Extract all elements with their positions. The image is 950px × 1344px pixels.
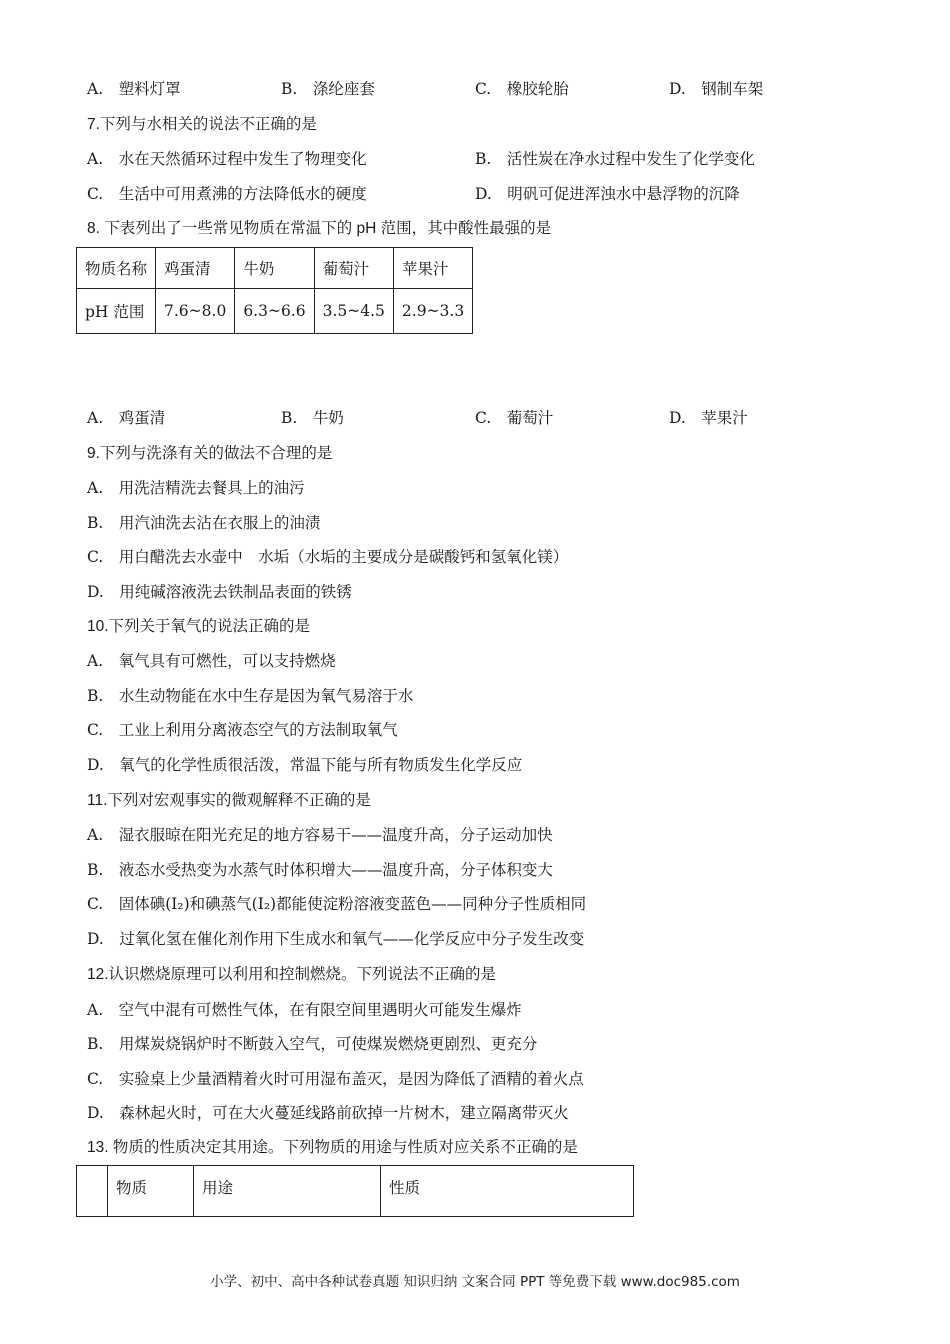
ph-table-cell: 葡萄汁 xyxy=(314,248,393,289)
q11-option-a: A. 湿衣服晾在阳光充足的地方容易干——温度升高，分子运动加快 xyxy=(87,826,553,844)
q12-option-d: D. 森林起火时，可在大火蔓延线路前砍掉一片树木，建立隔离带灭火 xyxy=(87,1104,569,1122)
q10-stem: 10.下列关于氧气的说法正确的是 xyxy=(87,618,311,635)
q9-option-b: B. 用汽油洗去沾在衣服上的油渍 xyxy=(87,514,321,532)
ph-table-cell: 6.3~6.6 xyxy=(235,289,314,334)
q6-option-d: D. 钢制车架 xyxy=(669,80,764,98)
q8-option-d: D. 苹果汁 xyxy=(669,409,748,427)
q6-option-c: C. 橡胶轮胎 xyxy=(475,80,569,98)
ph-table-cell: 苹果汁 xyxy=(393,248,472,289)
q9-option-d: D. 用纯碱溶液洗去铁制品表面的铁锈 xyxy=(87,583,352,601)
q12-option-a: A. 空气中混有可燃性气体，在有限空间里遇明火可能发生爆炸 xyxy=(87,1001,522,1019)
q6-option-b: B. 涤纶座套 xyxy=(281,80,375,98)
q10-option-b: B. 水生动物能在水中生存是因为氧气易溶于水 xyxy=(87,687,414,705)
q11-option-c: C. 固体碘(I₂)和碘蒸气(I₂)都能使淀粉溶液变蓝色——同种分子性质相同 xyxy=(87,895,587,913)
q13-table-header-row xyxy=(77,1166,634,1217)
ph-table-value-row xyxy=(77,289,473,334)
q10-option-a: A. 氧气具有可燃性，可以支持燃烧 xyxy=(87,652,336,670)
q7-stem: 7.下列与水相关的说法不正确的是 xyxy=(87,116,317,133)
q10-option-d: D. 氧气的化学性质很活泼，常温下能与所有物质发生化学反应 xyxy=(87,756,523,774)
q7-option-a: A. 水在天然循环过程中发生了物理变化 xyxy=(87,150,367,168)
q8-option-b: B. 牛奶 xyxy=(281,409,344,427)
q9-stem: 9.下列与洗涤有关的做法不合理的是 xyxy=(87,445,333,462)
q8-option-a: A. 鸡蛋清 xyxy=(87,409,166,427)
q9-option-c: C. 用白醋洗去水壶中 水垢（水垢的主要成分是碳酸钙和氢氧化镁） xyxy=(87,548,569,566)
q12-option-b: B. 用煤炭烧锅炉时不断鼓入空气，可使煤炭燃烧更剧烈、更充分 xyxy=(87,1035,538,1053)
q6-options xyxy=(87,77,887,99)
q11-stem: 11.下列对宏观事实的微观解释不正确的是 xyxy=(87,792,371,809)
ph-table xyxy=(76,247,473,334)
ph-table-cell: 鸡蛋清 xyxy=(156,248,235,289)
ph-table-cell: 物质名称 xyxy=(77,248,156,289)
q11-option-d: D. 过氧化氢在催化剂作用下生成水和氧气——化学反应中分子发生改变 xyxy=(87,930,585,948)
q13-table-cell: 物质 xyxy=(108,1166,194,1217)
q7-options-row2 xyxy=(87,182,887,204)
q12-stem: 12.认识燃烧原理可以利用和控制燃烧。下列说法不正确的是 xyxy=(87,966,497,983)
q9-option-a: A. 用洗洁精洗去餐具上的油污 xyxy=(87,479,305,497)
q13-stem: 13. 物质的性质决定其用途。下列物质的用途与性质对应关系不正确的是 xyxy=(87,1139,578,1156)
q13-table xyxy=(76,1165,634,1217)
q12-option-c: C. 实验桌上少量酒精着火时可用湿布盖灭，是因为降低了酒精的着火点 xyxy=(87,1070,584,1088)
ph-table-cell: 7.6~8.0 xyxy=(156,289,235,334)
ph-table-cell: 3.5~4.5 xyxy=(314,289,393,334)
ph-table-cell: pH 范围 xyxy=(77,289,156,334)
q7-option-b: B. 活性炭在净水过程中发生了化学变化 xyxy=(475,150,755,168)
ph-table-header-row xyxy=(77,248,473,289)
q6-option-a: A. 塑料灯罩 xyxy=(87,80,181,98)
page-footer: 小学、初中、高中各种试卷真题 知识归纳 文案合同 PPT 等免费下载 www.doc985.com xyxy=(210,1274,740,1290)
ph-table-cell: 2.9~3.3 xyxy=(393,289,472,334)
q7-option-c: C. 生活中可用煮沸的方法降低水的硬度 xyxy=(87,185,367,203)
q13-table-cell xyxy=(77,1166,108,1217)
q8-options xyxy=(87,406,887,428)
q13-table-cell: 性质 xyxy=(381,1166,634,1217)
q11-option-b: B. 液态水受热变为水蒸气时体积增大——温度升高，分子体积变大 xyxy=(87,861,553,879)
q7-options-row1 xyxy=(87,147,887,169)
q13-table-cell: 用途 xyxy=(194,1166,381,1217)
ph-table-cell: 牛奶 xyxy=(235,248,314,289)
q7-option-d: D. 明矾可促进浑浊水中悬浮物的沉降 xyxy=(475,185,740,203)
q8-stem: 8. 下表列出了一些常见物质在常温下的 pH 范围，其中酸性最强的是 xyxy=(87,220,552,237)
q8-option-c: C. 葡萄汁 xyxy=(475,409,554,427)
q10-option-c: C. 工业上利用分离液态空气的方法制取氧气 xyxy=(87,721,398,739)
